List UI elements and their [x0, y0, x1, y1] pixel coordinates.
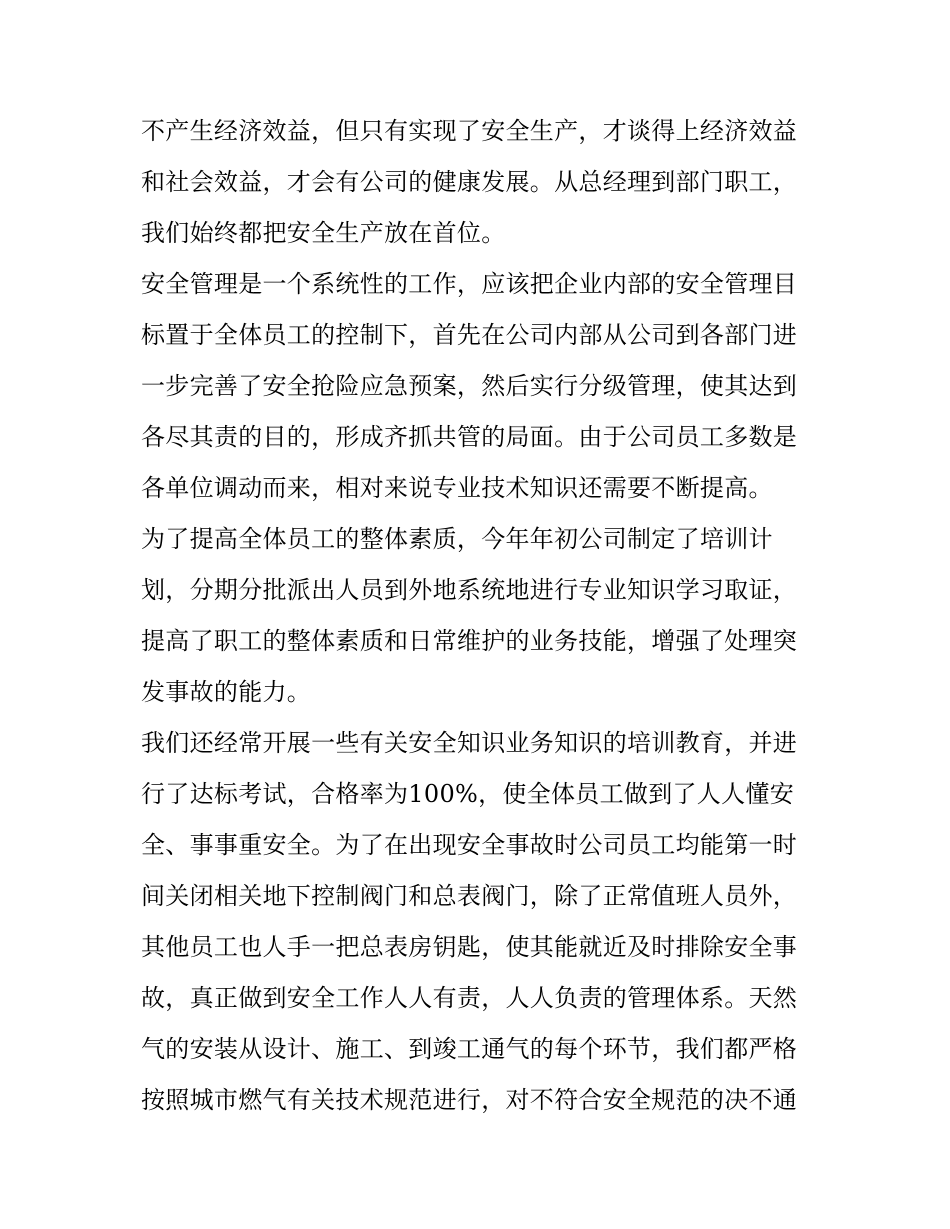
text-line: 一步完善了安全抢险应急预案，然后实行分级管理，使其达到: [141, 372, 798, 400]
text-line: 标置于全体员工的控制下，首先在公司内部从公司到各部门进: [141, 321, 798, 349]
text-line: 安全管理是一个系统性的工作，应该把企业内部的安全管理目: [141, 270, 798, 298]
text-line: 各尽其责的目的，形成齐抓共管的局面。由于公司员工多数是: [141, 423, 798, 451]
text-line: 我们始终都把安全生产放在首位。: [141, 219, 506, 247]
text-line: 我们还经常开展一些有关安全知识业务知识的培训教育，并进: [141, 729, 798, 757]
text-line: 其他员工也人手一把总表房钥匙，使其能就近及时排除安全事: [141, 933, 798, 961]
text-line: 全、事事重安全。为了在出现安全事故时公司员工均能第一时: [141, 831, 798, 859]
text-line: 按照城市燃气有关技术规范进行，对不符合安全规范的决不通: [141, 1086, 798, 1114]
text-line: 划，分期分批派出人员到外地系统地进行专业知识学习取证，: [141, 576, 798, 604]
text-line: 故，真正做到安全工作人人有责，人人负责的管理体系。天然: [141, 984, 798, 1012]
text-line: 提高了职工的整体素质和日常维护的业务技能，增强了处理突: [141, 627, 798, 655]
text-line: 为了提高全体员工的整体素质，今年年初公司制定了培训计: [141, 525, 773, 553]
text-line: 不产生经济效益，但只有实现了安全生产，才谈得上经济效益: [141, 117, 798, 145]
text-line: 气的安装从设计、施工、到竣工通气的每个环节，我们都严格: [141, 1035, 798, 1063]
text-line: 间关闭相关地下控制阀门和总表阀门，除了正常值班人员外，: [141, 882, 798, 910]
text-line: 和社会效益，才会有公司的健康发展。从总经理到部门职工，: [141, 168, 798, 196]
text-line: 发事故的能力。: [141, 678, 312, 706]
text-line: 行了达标考试，合格率为100%，使全体员工做到了人人懂安: [141, 780, 795, 808]
text-line: 各单位调动而来，相对来说专业技术知识还需要不断提高。: [141, 474, 773, 502]
document-body: [141, 106, 813, 1126]
